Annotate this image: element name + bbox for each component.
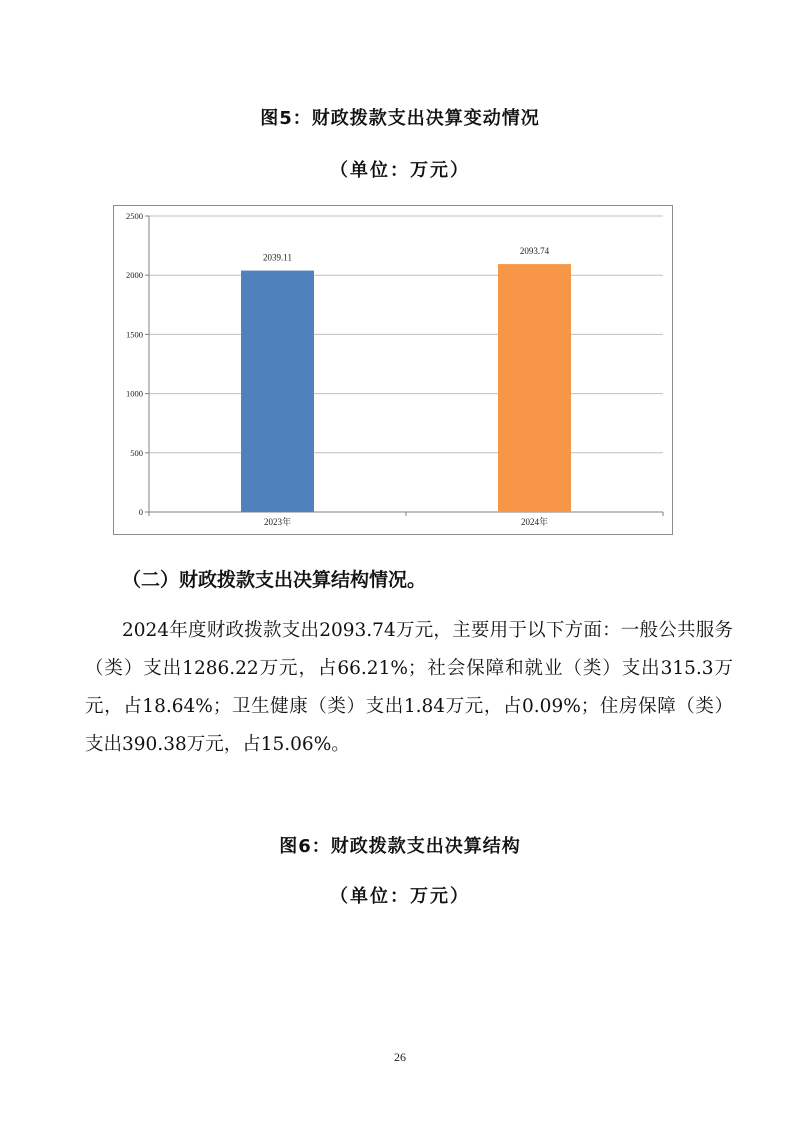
figure5-title: 图5：财政拨款支出决算变动情况 [260, 108, 540, 129]
bar [498, 264, 571, 512]
y-tick-label: 2000 [126, 270, 143, 281]
x-tick-label: 2023年 [263, 517, 292, 527]
section-heading: （二）财政拨款支出决算结构情况。 [122, 569, 427, 591]
y-tick-label: 0 [138, 507, 143, 517]
y-tick-label: 2500 [126, 211, 143, 221]
chart-svg [114, 206, 672, 534]
figure6-title: 图6：财政拨款支出决算结构 [279, 836, 521, 857]
figure5-unit: （单位：万元） [330, 160, 470, 181]
page-number: 26 [394, 1050, 406, 1064]
bar [241, 271, 314, 512]
y-tick-label: 1000 [126, 388, 143, 399]
body-paragraph: 2024年度财政拨款支出2093.74万元，主要用于以下方面：一般公共服务（类）支出1286.22万元，占66.21%；社会保障和就业（类）支出315.3万元，占18.64%；卫生健康（类）支出1.84万元，占0.09%；住房保障（类）支出390.38万元，占15.06%。 [85, 620, 733, 755]
x-tick-label: 2024年 [520, 517, 549, 527]
figure6-unit: （单位：万元） [330, 886, 470, 907]
y-tick-label: 1500 [126, 329, 143, 340]
data-label: 2093.74 [519, 246, 550, 257]
data-label: 2039.11 [263, 252, 292, 263]
expenditure-change-chart [113, 205, 673, 535]
y-tick-label: 500 [130, 447, 143, 458]
